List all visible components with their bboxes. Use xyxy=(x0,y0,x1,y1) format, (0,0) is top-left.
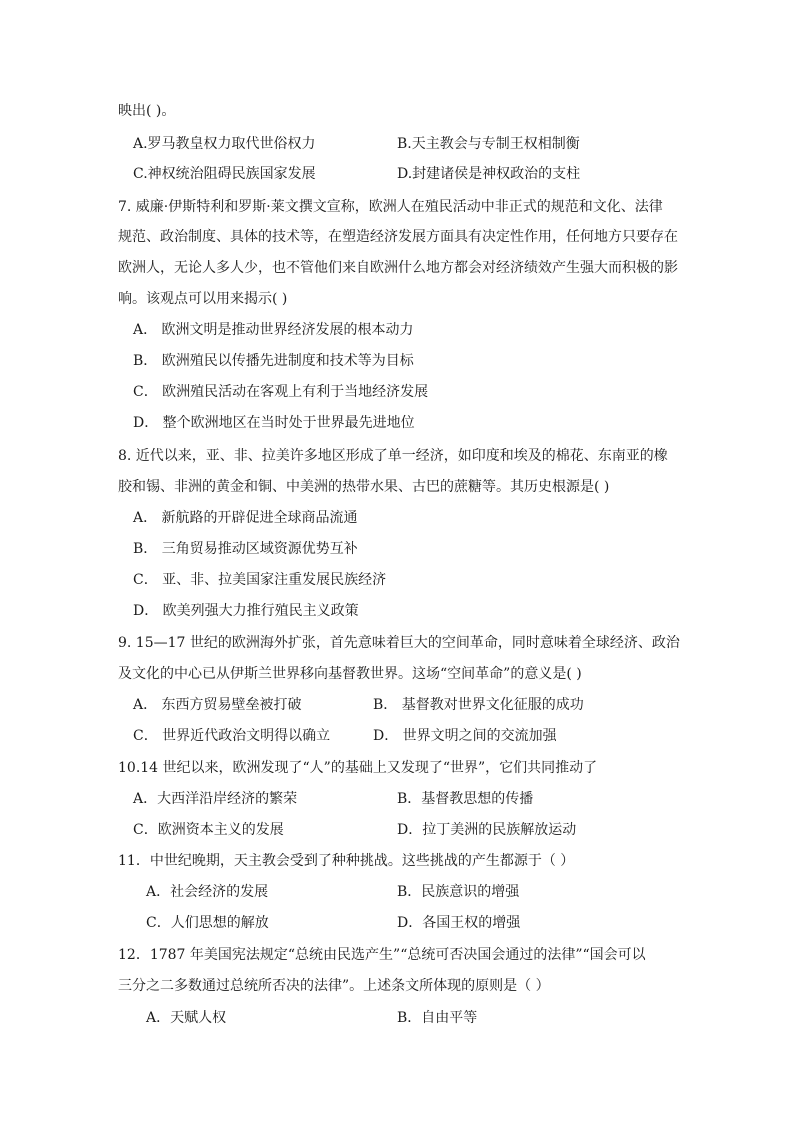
q10-option-d: D．拉丁美洲的民族解放运动 xyxy=(397,822,577,838)
q8-option-b: B． 三角贸易推动区域资源优势互补 xyxy=(133,541,358,557)
q9-option-c: C． 世界近代政治文明得以确立 xyxy=(133,728,331,744)
q8-option-d: D． 欧美列强大力推行殖民主义政策 xyxy=(133,603,359,619)
q7-option-b: B． 欧洲殖民以传播先进制度和技术等为目标 xyxy=(133,353,414,369)
q7-stem-line-1: 7. 威廉·伊斯特利和罗斯·莱文撰文宣称，欧洲人在殖民活动中非正式的规范和文化、法律 xyxy=(118,199,663,215)
q10-option-c: C．欧洲资本主义的发展 xyxy=(133,822,284,838)
q8-stem-line-1: 8. 近代以来，亚、非、拉美许多地区形成了单一经济，如印度和埃及的棉花、东南亚的橡 xyxy=(118,448,668,464)
q7-option-a: A． 欧洲文明是推动世界经济发展的根本动力 xyxy=(133,322,414,338)
q10-option-b: B．基督教思想的传播 xyxy=(397,791,534,807)
q6-stem-tail: 映出( )。 xyxy=(118,103,176,119)
q7-option-d: D． 整个欧洲地区在当时处于世界最先进地位 xyxy=(133,415,415,431)
q10-option-a: A．大西洋沿岸经济的繁荣 xyxy=(133,791,298,807)
q9-option-d: D． 世界文明之间的交流加强 xyxy=(373,728,557,744)
q11-stem: 11．中世纪晚期，天主教会受到了种种挑战。这些挑战的产生都源于（ ） xyxy=(118,853,575,869)
q12-stem-line-1: 12．1787 年美国宪法规定“总统由民选产生”“总统可否决国会通过的法律”“国会可以 xyxy=(118,947,646,963)
q6-option-b: B.天主教会与专制王权相制衡 xyxy=(397,136,580,152)
q9-stem-line-1: 9. 15—17 世纪的欧洲海外扩张，首先意味着巨大的空间革命，同时意味着全球经济、政治 xyxy=(118,635,680,651)
q6-option-d: D.封建诸侯是神权政治的支柱 xyxy=(397,166,581,182)
q10-stem: 10.14 世纪以来，欧洲发现了“人”的基础上又发现了“世界”，它们共同推动了 xyxy=(118,760,598,776)
q11-option-d: D．各国王权的增强 xyxy=(397,915,521,931)
q7-stem-line-3: 欧洲人，无论人多人少，也不管他们来自欧洲什么地方都会对经济绩效产生强大而积极的影 xyxy=(118,260,678,276)
q12-option-a: A．天赋人权 xyxy=(146,1010,227,1026)
q11-option-b: B．民族意识的增强 xyxy=(397,884,520,900)
q7-option-c: C． 欧洲殖民活动在客观上有利于当地经济发展 xyxy=(133,384,429,400)
q8-stem-line-2: 胶和锡、非洲的黄金和铜、中美洲的热带水果、古巴的蔗糖等。其历史根源是( ) xyxy=(118,479,610,495)
q9-stem-line-2: 及文化的中心已从伊斯兰世界移向基督教世界。这场“空间革命”的意义是( ) xyxy=(118,666,582,682)
q9-option-b: B． 基督教对世界文化征服的成功 xyxy=(373,697,584,713)
q6-option-a: A.罗马教皇权力取代世俗权力 xyxy=(133,136,316,152)
q12-stem-line-2: 三分之二多数通过总统所否决的法律”。上述条文所体现的原则是（ ） xyxy=(118,978,550,994)
q9-option-a: A． 东西方贸易壁垒被打破 xyxy=(133,697,302,713)
q8-option-a: A． 新航路的开辟促进全球商品流通 xyxy=(133,510,358,526)
q7-stem-line-2: 规范、政治制度、具体的技术等，在塑造经济发展方面具有决定性作用，任何地方只要存在 xyxy=(118,229,678,245)
q12-option-b: B．自由平等 xyxy=(397,1010,478,1026)
q11-option-a: A．社会经济的发展 xyxy=(146,884,269,900)
q8-option-c: C． 亚、非、拉美国家注重发展民族经济 xyxy=(133,572,387,588)
q6-option-c: C.神权统治阻碍民族国家发展 xyxy=(133,166,316,182)
q7-stem-line-4: 响。该观点可以用来揭示( ) xyxy=(118,291,288,307)
q11-option-c: C．人们思想的解放 xyxy=(146,915,269,931)
